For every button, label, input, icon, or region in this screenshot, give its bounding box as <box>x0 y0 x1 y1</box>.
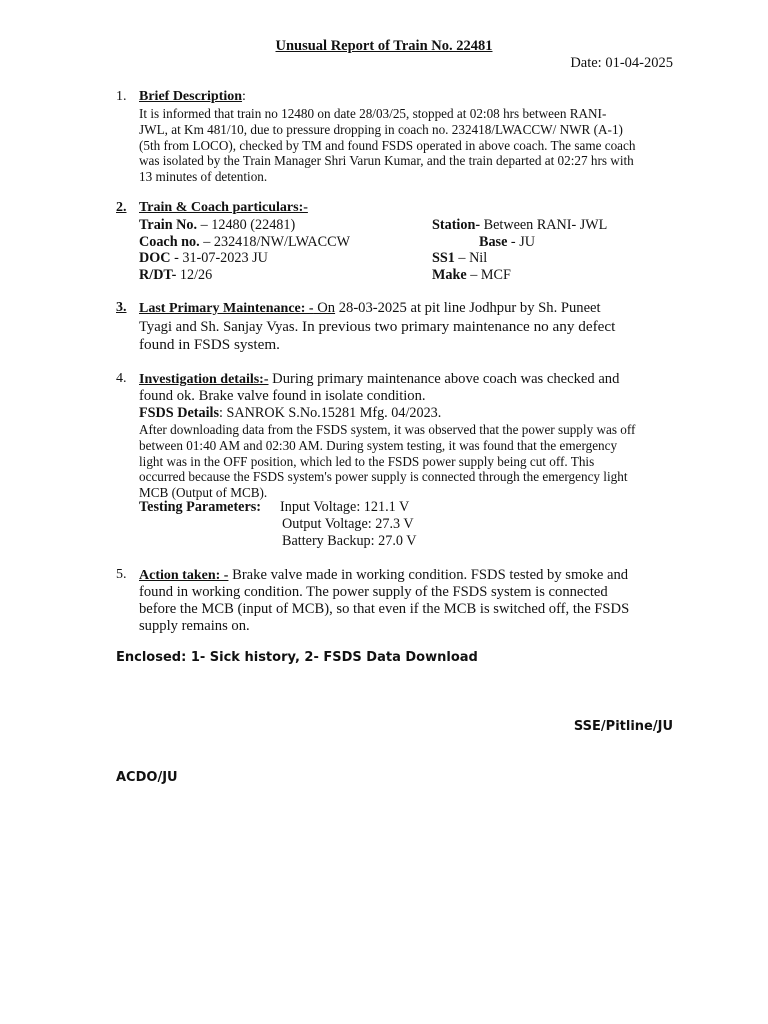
brief-line: was isolated by the Train Manager Shri Varun Kumar, and the train departed at 02:27 hrs with <box>139 153 634 169</box>
section-4-number: 4. <box>116 371 127 386</box>
section-5-heading: Action taken: - <box>139 568 229 583</box>
section-2-heading: Train & Coach particulars:- <box>139 200 308 215</box>
section-1-heading-wrap <box>139 89 246 105</box>
fsds-details-value: : SANROK S.No.15281 Mfg. 04/2023. <box>219 405 442 421</box>
base-field <box>479 234 535 251</box>
investigation-line: between 01:40 AM and 02:30 AM. During system testing, it was found that the emergency <box>139 437 618 453</box>
section-1-heading-colon: : <box>242 89 246 104</box>
train-no-field <box>139 217 295 234</box>
section-1-heading: Brief Description <box>139 89 243 104</box>
station-value: Between RANI- JWL <box>480 217 608 233</box>
base-value: - JU <box>507 234 535 250</box>
coach-no-label: Coach no. <box>139 234 200 250</box>
section-4-line-2: found ok. Brake valve found in isolate condition. <box>139 388 426 404</box>
section-3-on: On <box>313 300 336 316</box>
section-3-line-1-text: 28-03-2025 at pit line Jodhpur by Sh. Puneet <box>335 300 601 316</box>
section-5-line-3: before the MCB (input of MCB), so that even if the MCB is switched off, the FSDS <box>139 601 630 617</box>
section-4-line-1-text: During primary maintenance above coach was checked and <box>268 371 620 387</box>
addressee: ACDO/JU <box>116 770 178 785</box>
investigation-line: MCB (Output of MCB). <box>139 485 268 501</box>
investigation-paragraph <box>139 422 673 501</box>
rdt-label: R/DT- <box>139 267 177 283</box>
section-3-line-2b: In previous two primary maintenance no any defect <box>298 318 616 335</box>
section-1-number: 1. <box>116 89 127 104</box>
fsds-details <box>139 405 441 422</box>
report-date: Date: 01-04-2025 <box>570 55 673 71</box>
section-5-line-1 <box>139 567 628 584</box>
battery-backup: Battery Backup: 27.0 V <box>282 533 417 549</box>
train-no-label: Train No. <box>139 217 198 233</box>
brief-line: JWL, at Km 481/10, due to pressure dropping in coach no. 232418/LWACCW/ NWR (A-1) <box>139 121 623 137</box>
investigation-line: light was in the OFF position, which led to the FSDS power supply being cut off. This <box>139 453 595 469</box>
ss1-value: – Nil <box>454 250 488 266</box>
report-title: Unusual Report of Train No. 22481 <box>275 38 493 54</box>
section-3-line-3: found in FSDS system. <box>139 336 280 353</box>
section-2-number: 2. <box>116 200 127 215</box>
doc-field <box>139 250 268 267</box>
make-field <box>432 267 511 284</box>
input-voltage: Input Voltage: 121.1 V <box>280 499 410 515</box>
fsds-details-label: FSDS Details <box>139 405 220 421</box>
doc-label: DOC <box>139 250 171 266</box>
rdt-value: 12/26 <box>176 267 213 283</box>
make-label: Make <box>432 267 467 283</box>
brief-line: 13 minutes of detention. <box>139 169 268 185</box>
base-label: Base <box>479 234 508 250</box>
brief-description <box>139 106 679 185</box>
station-field <box>432 217 607 234</box>
signature: SSE/Pitline/JU <box>573 719 673 734</box>
section-3-line-2a: Tyagi and Sh. Sanjay Vyas. <box>139 319 299 335</box>
make-value: – MCF <box>466 267 511 283</box>
section-3-heading: Last Primary Maintenance: - <box>139 301 314 316</box>
section-5-line-2: found in working condition. The power supply of the FSDS system is connected <box>139 584 608 600</box>
ss1-label: SS1 <box>432 250 455 266</box>
station-label: Station- <box>432 217 481 233</box>
section-4-line-1 <box>139 371 619 388</box>
coach-no-value: – 232418/NW/LWACCW <box>199 234 350 250</box>
section-4-heading: Investigation details:- <box>139 372 269 387</box>
investigation-line: After downloading data from the FSDS system, it was observed that the power supply was off <box>139 422 636 437</box>
brief-line: (5th from LOCO), checked by TM and found FSDS operated in above coach. The same coach <box>139 137 636 153</box>
output-voltage: Output Voltage: 27.3 V <box>282 516 414 532</box>
coach-no-field <box>139 234 350 251</box>
section-5-line-1-text: Brake valve made in working condition. FSDS tested by smoke and <box>228 567 629 583</box>
ss1-field <box>432 250 487 267</box>
doc-value: - 31-07-2023 JU <box>170 250 268 266</box>
section-3-line-2 <box>139 318 615 336</box>
train-no-value: – 12480 (22481) <box>197 217 296 233</box>
section-5-number: 5. <box>116 567 127 582</box>
rdt-field <box>139 267 212 284</box>
section-5-line-4: supply remains on. <box>139 618 250 634</box>
brief-line: It is informed that train no 12480 on date 28/03/25, stopped at 02:08 hrs between RANI- <box>139 106 607 121</box>
investigation-line: occurred because the FSDS system's power supply is connected through the emergency light <box>139 469 628 485</box>
section-3-line-1 <box>139 300 601 317</box>
enclosures: Enclosed: 1- Sick history, 2- FSDS Data Download <box>116 650 478 665</box>
section-3-number: 3. <box>116 300 127 315</box>
testing-parameters-label: Testing Parameters: <box>139 499 262 515</box>
